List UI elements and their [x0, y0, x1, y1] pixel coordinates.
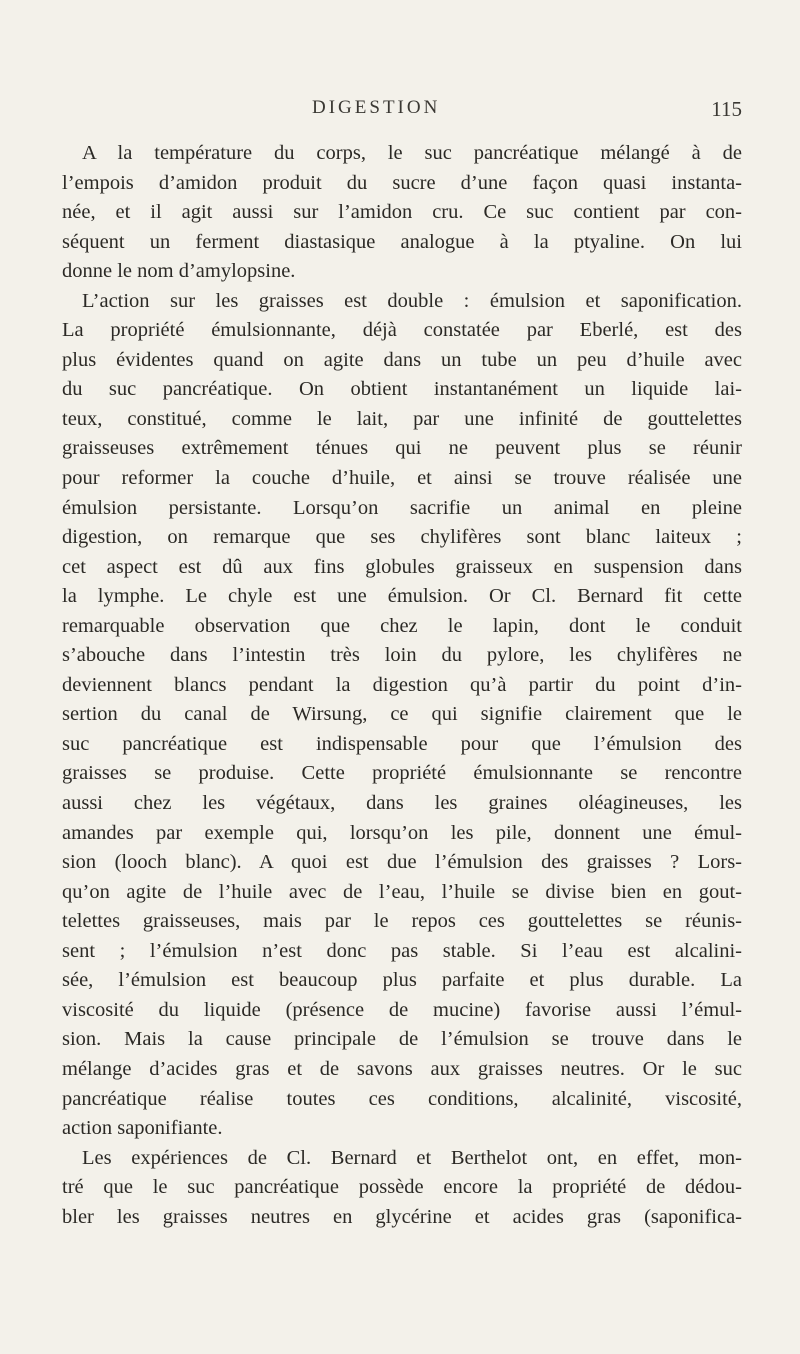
text-line: Les expériences de Cl. Bernard et Berthelot ont, en effet, mon- — [82, 1146, 742, 1169]
text-line: sent ; l’émulsion n’est donc pas stable. Si l’eau est alcalini- — [62, 939, 742, 962]
text-line: sion (looch blanc). A quoi est due l’émulsion des graisses ? Lors- — [62, 851, 742, 874]
text-line: sertion du canal de Wirsung, ce qui signifie clairement que le — [62, 703, 742, 726]
text-line: sée, l’émulsion est beaucoup plus parfaite et plus durable. La — [62, 969, 742, 992]
text-line: l’empois d’amidon produit du sucre d’une façon quasi instanta- — [62, 171, 742, 194]
text-line: qu’on agite de l’huile avec de l’eau, l’huile se divise bien en gout- — [62, 880, 742, 903]
text-line: remarquable observation que chez le lapin, dont le conduit — [62, 614, 742, 637]
running-title: DIGESTION — [312, 97, 441, 118]
text-line: A la température du corps, le suc pancréatique mélangé à de — [82, 142, 742, 164]
text-line: suc pancréatique est indispensable pour que l’émulsion des — [62, 732, 742, 755]
text-line: cet aspect est dû aux fins globules graisseux en suspension dans — [62, 555, 742, 578]
text-line: bler les graisses neutres en glycérine et acides gras (saponifica- — [62, 1205, 742, 1228]
text-line: deviennent blancs pendant la digestion qu’à partir du point d’in- — [62, 673, 742, 696]
text-line: La propriété émulsionnante, déjà constatée par Eberlé, est des — [62, 319, 742, 342]
page-number: 115 — [711, 97, 742, 121]
paragraph — [62, 1144, 742, 1233]
text-line: viscosité du liquide (présence de mucine) favorise aussi l’émul- — [62, 998, 742, 1021]
text-line: aussi chez les végétaux, dans les graines oléagineuses, les — [62, 792, 742, 815]
text-line: L’action sur les graisses est double : émulsion et saponification. — [82, 289, 742, 312]
text-line: s’abouche dans l’intestin très loin du pylore, les chylifères ne — [62, 644, 742, 667]
paragraph — [62, 287, 742, 1144]
text-line: tré que le suc pancréatique possède encore la propriété de dédou- — [62, 1176, 742, 1199]
text-line: digestion, on remarque que ses chylifères sont blanc laiteux ; — [62, 526, 742, 549]
text-line: pancréatique réalise toutes ces conditions, alcalinité, viscosité, — [62, 1087, 742, 1110]
text-line: sion. Mais la cause principale de l’émulsion se trouve dans le — [62, 1028, 742, 1051]
text-line: amandes par exemple qui, lorsqu’on les pile, donnent une émul- — [62, 821, 742, 844]
text-line: teux, constitué, comme le lait, par une infinité de gouttelettes — [62, 407, 742, 430]
text-line: séquent un ferment diastasique analogue à la ptyaline. On lui — [62, 230, 742, 253]
text-line: donne le nom d’amylopsine. — [62, 260, 296, 283]
paragraph — [62, 139, 742, 287]
text-line: mélange d’acides gras et de savons aux graisses neutres. Or le suc — [62, 1057, 742, 1080]
text-line: née, et il agit aussi sur l’amidon cru. Ce suc contient par con- — [62, 201, 742, 224]
text-line: du suc pancréatique. On obtient instantanément un liquide lai- — [62, 378, 742, 401]
body-text — [62, 139, 742, 1232]
page-header — [62, 97, 742, 127]
text-line: graisses se produise. Cette propriété émulsionnante se rencontre — [62, 762, 742, 785]
text-line: pour reformer la couche d’huile, et ainsi se trouve réalisée une — [62, 467, 742, 490]
text-line: graisseuses extrêmement ténues qui ne peuvent plus se réunir — [62, 437, 742, 460]
text-line: la lymphe. Le chyle est une émulsion. Or Cl. Bernard fit cette — [62, 585, 742, 608]
text-line: émulsion persistante. Lorsqu’on sacrifie un animal en pleine — [62, 496, 742, 519]
text-line: plus évidentes quand on agite dans un tube un peu d’huile avec — [62, 348, 742, 371]
text-line: telettes graisseuses, mais par le repos ces gouttelettes se réunis- — [62, 910, 742, 933]
text-line: action saponifiante. — [62, 1117, 223, 1140]
